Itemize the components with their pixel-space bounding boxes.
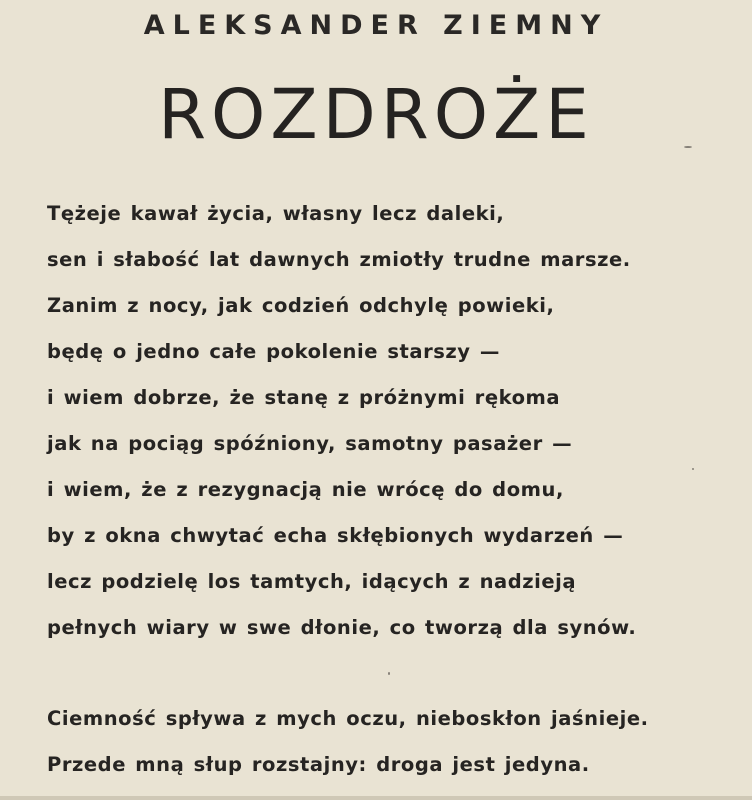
stanza-2 xyxy=(47,696,649,788)
poem-line: Przede mną słup rozstajny: droga jest jedyna. xyxy=(47,753,590,776)
poem-title: ROZDROŻE xyxy=(158,75,594,155)
paper-edge xyxy=(0,796,752,800)
poem-line: i wiem dobrze, że stanę z próżnymi rękoma xyxy=(47,386,561,409)
paper-speck xyxy=(692,468,694,470)
poem-line: lecz podzielę los tamtych, idących z nadzieją xyxy=(47,570,577,593)
poem-line: Tężeje kawał życia, własny lecz daleki, xyxy=(47,202,505,225)
poem-line: jak na pociąg spóźniony, samotny pasażer — xyxy=(47,432,573,455)
poem-line: Zanim z nocy, jak codzień odchylę powieki, xyxy=(47,294,555,317)
poem-line: i wiem, że z rezygnacją nie wrócę do domu, xyxy=(47,478,564,501)
author-name: ALEKSANDER ZIEMNY xyxy=(143,10,609,41)
poem-line: będę o jedno całe pokolenie starszy — xyxy=(47,340,500,363)
poem-line: sen i słabość lat dawnych zmiotły trudne marsze. xyxy=(47,248,631,271)
poem-line: by z okna chwytać echa skłębionych wydarzeń — xyxy=(47,524,624,547)
paper-speck xyxy=(684,146,692,148)
paper-speck xyxy=(388,672,390,675)
stanza-1 xyxy=(47,191,636,651)
poem-line: pełnych wiary w swe dłonie, co tworzą dla synów. xyxy=(47,616,637,639)
poem-line: Ciemność spływa z mych oczu, nieboskłon jaśnieje. xyxy=(47,707,649,730)
